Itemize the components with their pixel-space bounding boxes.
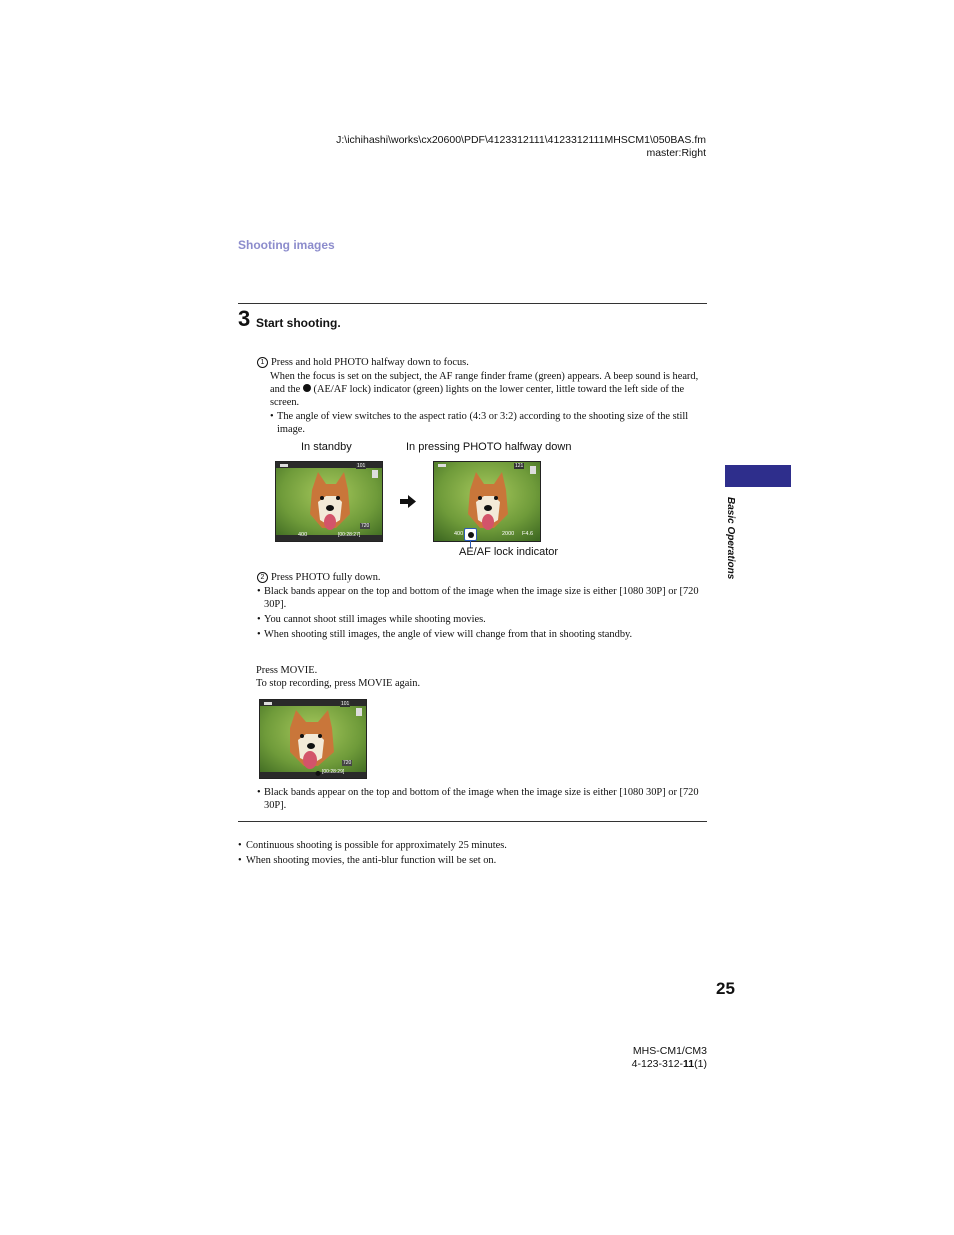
badge-movie: 101 [341, 701, 350, 707]
document-header [336, 134, 706, 160]
time-movie: [00:28:29] [322, 769, 345, 775]
section-side-tab [725, 465, 791, 487]
substep-1-bullet: • The angle of view switches to the aspect ratio (4:3 or 3:2) according to the shooting size of the still image. [270, 411, 689, 435]
dog-photo-standby [276, 462, 382, 541]
movie-line-2: To stop recording, press MOVIE again. [256, 678, 421, 689]
badge-halfway: 121 [515, 463, 524, 469]
ae-af-lock-icon [468, 532, 474, 538]
screen-halfway [433, 461, 541, 542]
section-title: Shooting images [238, 238, 335, 252]
substep-1-description: When the focus is set on the subject, the AF range finder frame (green) appears. A beep sound is heard, and the (AE/AF lock) indicator (green) lights on the lower center, little toward the left side of the screen. [270, 371, 699, 408]
substep-1-instruction: Press and hold PHOTO halfway down to focus. [271, 357, 469, 368]
page-number: 25 [716, 979, 735, 998]
substep-2-bullet-3: • When shooting still images, the angle of view will change from that in shooting standby. [257, 629, 633, 640]
model-name: MHS-CM1/CM3 [632, 1045, 707, 1057]
bottom-rule [238, 821, 707, 822]
dog-photo-movie [260, 700, 366, 778]
movie-bullet: • Black bands appear on the top and bottom of the image when the image size is either [1080 30P] or [720 30P]. [257, 787, 699, 811]
note-2: • When shooting movies, the anti-blur function will be set on. [238, 855, 497, 866]
step-number: 3 [238, 306, 251, 331]
arrow-right-icon [400, 495, 416, 513]
file-path: J:\ichihashi\works\cx20600\PDF\4123312111\4123312111MHSCM1\050BAS.fm [336, 134, 706, 146]
size-movie: 720 [343, 760, 352, 766]
footer-model [632, 1045, 707, 1071]
caption-halfway: In pressing PHOTO halfway down [406, 441, 572, 453]
substep-2-bullet-1: • Black bands appear on the top and bottom of the image when the image size is either [1080 30P] or [720 30P]. [257, 586, 699, 610]
substep-2-marker: 2 [257, 572, 268, 583]
iso-halfway: 2000 [502, 531, 515, 537]
substep-1 [257, 356, 702, 436]
count-standby: 400 [298, 532, 308, 538]
screen-standby [275, 461, 383, 542]
top-rule [238, 303, 707, 304]
substep-2 [257, 571, 702, 641]
count-halfway: 400 [454, 531, 464, 537]
time-standby: [00:28:27] [338, 532, 361, 538]
side-label: Basic Operations [725, 497, 736, 580]
substep-2-instruction: Press PHOTO fully down. [271, 572, 381, 583]
substep-1-marker: 1 [257, 357, 268, 368]
dog-photo-halfway [434, 462, 540, 541]
master-label: master:Right [646, 147, 706, 159]
notes [238, 839, 707, 867]
step-title: Start shooting. [256, 316, 341, 330]
caption-standby: In standby [301, 441, 352, 453]
substep-2-bullet-2: • You cannot shoot still images while shooting movies. [257, 614, 486, 625]
badge-standby: 101 [357, 463, 366, 469]
note-1: • Continuous shooting is possible for approximately 25 minutes. [238, 840, 507, 851]
fnum-halfway: F4.6 [522, 531, 534, 537]
caption-lock-indicator: AE/AF lock indicator [459, 546, 559, 558]
movie-line-1: Press MOVIE. [256, 665, 318, 676]
movie-instructions [256, 664, 420, 690]
screen-movie [259, 699, 367, 779]
size-standby: 720 [361, 523, 370, 529]
model-code: 4-123-312-11(1) [631, 1058, 707, 1070]
ae-af-lock-dot-icon [303, 384, 311, 392]
